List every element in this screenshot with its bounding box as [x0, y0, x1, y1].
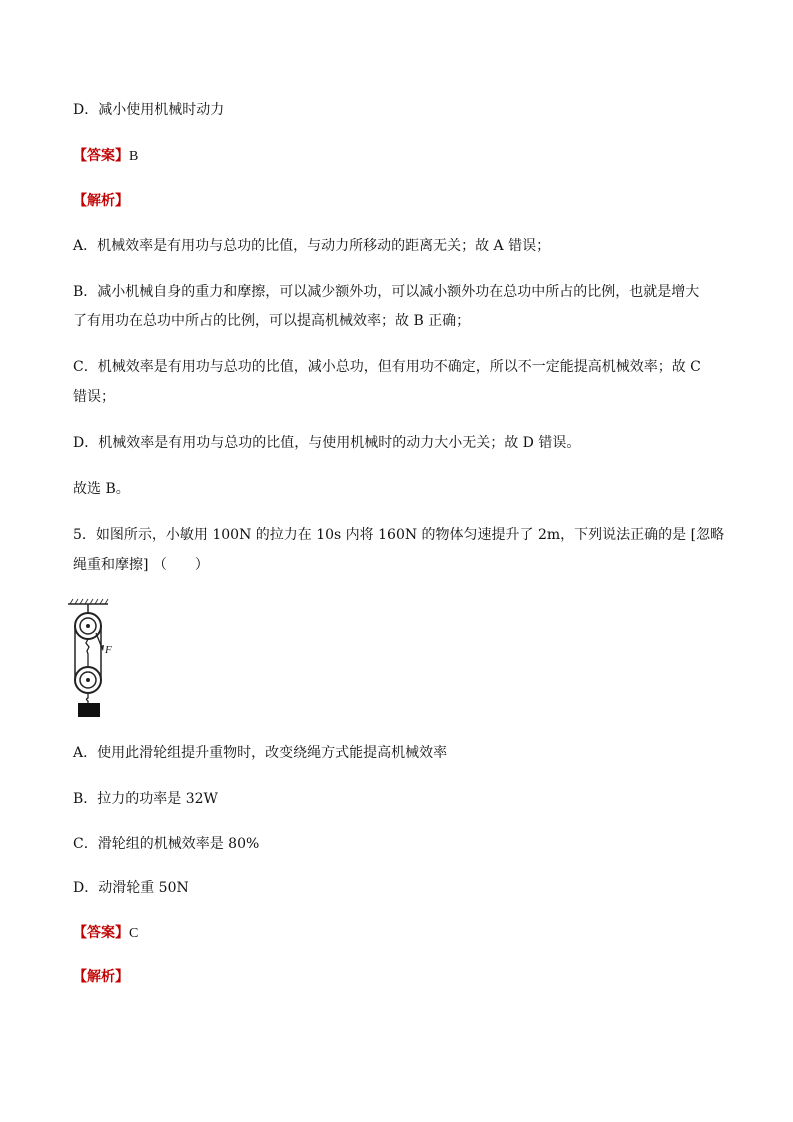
weight-hook [87, 693, 89, 704]
fixed-pulley-axle [86, 624, 90, 628]
rope-middle [86, 639, 89, 667]
prev-option-d: D．减小使用机械时动力 [73, 102, 225, 118]
q5-option-c: C．滑轮组的机械效率是 80% [73, 836, 260, 852]
analysis-tag: 【解析】 [73, 193, 129, 209]
analysis-b-line1: B．减小机械自身的重力和摩擦，可以减少额外功，可以减小额外功在总功中所占的比例，也就是增大 [73, 284, 700, 300]
answer-tag: 【答案】 [73, 148, 129, 164]
answer-tag: 【答案】 [73, 925, 129, 941]
q5-option-d: D．动滑轮重 50N [73, 880, 189, 896]
prev-answer [73, 146, 138, 167]
analysis-b-line2: 了有用功在总功中所占的比例，可以提高机械效率；故 B 正确； [73, 313, 471, 329]
q5-option-b: B．拉力的功率是 32W [73, 791, 218, 807]
q5-stem-line2: 绳重和摩擦] （ ） [73, 557, 209, 573]
q5-option-a: A．使用此滑轮组提升重物时，改变绕绳方式能提高机械效率 [73, 745, 448, 761]
force-label: F [105, 644, 112, 656]
movable-pulley-axle [86, 678, 90, 682]
analysis-a: A．机械效率是有用功与总功的比值，与动力所移动的距离无关；故 A 错误； [73, 238, 551, 254]
q5-answer [73, 923, 138, 944]
q5-analysis-tag: 【解析】 [73, 969, 129, 985]
analysis-c-line2: 错误； [73, 389, 115, 405]
weight-block [78, 703, 100, 717]
answer-value: C [129, 926, 139, 941]
analysis-d: D．机械效率是有用功与总功的比值，与使用机械时的动力大小无关；故 D 错误。 [73, 435, 581, 451]
answer-value: B [129, 149, 139, 164]
q5-stem-line1: 5．如图所示，小敏用 100N 的拉力在 10s 内将 160N 的物体匀速提升了 2m，下列说法正确的是 [忽略 [73, 527, 725, 543]
analysis-c-line1: C．机械效率是有用功与总功的比值，减小总功，但有用功不确定，所以不一定能提高机械效率；故 C [73, 359, 701, 375]
pulley-system-figure [66, 598, 114, 718]
analysis-conclusion: 故选 B。 [73, 481, 130, 497]
